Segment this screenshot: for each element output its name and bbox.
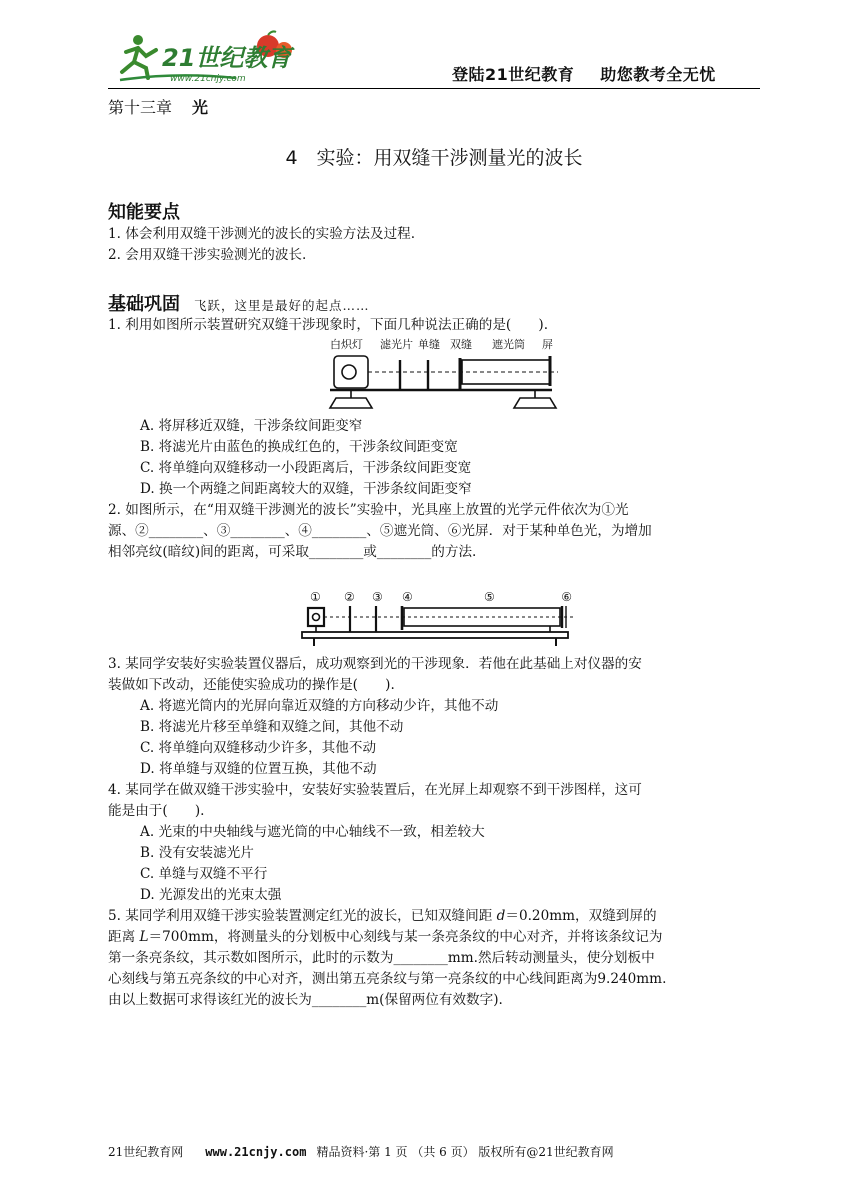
section-heading-text: 基础巩固 bbox=[108, 294, 180, 315]
fig1-label-single-slit: 单缝 bbox=[418, 338, 440, 351]
q3-option-d: D. 将单缝与双缝的位置互换，其他不动 bbox=[140, 761, 377, 777]
q3-option-b: B. 将滤光片移至单缝和双缝之间，其他不动 bbox=[140, 719, 404, 735]
q4-option-a: A. 光束的中央轴线与遮光筒的中心轴线不一致，相差较大 bbox=[140, 824, 485, 840]
q5-text: 5. 某同学利用双缝干涉实验装置测定红光的波长，已知双缝间距 bbox=[108, 908, 497, 924]
q5-var-l: L bbox=[139, 929, 149, 945]
slogan-left: 登陆21世纪教育 bbox=[452, 65, 575, 84]
fig2-label-1: ① bbox=[310, 590, 321, 604]
fig2-label-4: ④ bbox=[402, 590, 413, 604]
lamp-box bbox=[334, 356, 368, 388]
slogan-right: 助您教考全无忧 bbox=[600, 65, 716, 84]
bulb-icon bbox=[342, 365, 356, 379]
q4-option-d: D. 光源发出的光束太强 bbox=[140, 887, 282, 903]
q4-line-1: 4. 某同学在做双缝干涉实验中，安装好实验装置后，在光屏上却观察不到干涉图样，这可 bbox=[108, 782, 642, 798]
q4-option-b: B. 没有安装滤光片 bbox=[140, 845, 254, 861]
q1-stem: 1. 利用如图所示装置研究双缝干涉现象时，下面几种说法正确的是( ). bbox=[108, 317, 549, 333]
q4-line-2: 能是由于( ). bbox=[108, 803, 205, 819]
page-footer bbox=[108, 1143, 614, 1160]
fig1-label-lamp: 白炽灯 bbox=[330, 338, 363, 351]
fig2-label-6: ⑥ bbox=[561, 590, 572, 604]
q5-text: ＝0.20mm，双缝到屏的 bbox=[505, 908, 657, 924]
q5-line-5: 由以上数据可求得该红光的波长为________m(保留两位有效数字). bbox=[108, 992, 503, 1008]
key-point-2: 2. 会用双缝干涉实验测光的波长. bbox=[108, 247, 307, 263]
bench-foot-left bbox=[330, 398, 372, 408]
fig2-label-2: ② bbox=[344, 590, 355, 604]
section-heading-key-points: 知能要点 bbox=[108, 202, 180, 223]
q5-text: 距离 bbox=[108, 929, 140, 945]
footer-site: 21世纪教育网 bbox=[108, 1145, 184, 1159]
q1-option-d: D. 换一个两缝之间距离较大的双缝，干涉条纹间距变窄 bbox=[140, 481, 472, 497]
fig1-label-screen: 屏 bbox=[542, 338, 553, 351]
footer-url: www.21cnjy.com bbox=[205, 1145, 307, 1159]
fig1-label-tube: 遮光筒 bbox=[492, 338, 525, 351]
key-point-1: 1. 体会利用双缝干涉测光的波长的实验方法及过程. bbox=[108, 226, 416, 242]
q1-option-b: B. 将滤光片由蓝色的换成红色的，干涉条纹间距变宽 bbox=[140, 439, 458, 455]
fig1-label-double-slit: 双缝 bbox=[450, 338, 472, 351]
bench-foot-right bbox=[514, 398, 556, 408]
logo bbox=[116, 28, 306, 88]
q3-option-a: A. 将遮光筒内的光屏向靠近双缝的方向移动少许，其他不动 bbox=[140, 698, 499, 714]
fig2-label-5: ⑤ bbox=[484, 590, 495, 604]
fig1-label-filter: 滤光片 bbox=[380, 338, 413, 351]
q3-option-c: C. 将单缝向双缝移动少许多，其他不动 bbox=[140, 740, 377, 756]
q2-line-2: 源、②________、③________、④________、⑤遮光筒、⑥光屏．对于某种单色光，为增加 bbox=[108, 523, 652, 539]
footer-info: 精品资料·第 1 页 （共 6 页） 版权所有@21世纪教育网 bbox=[316, 1145, 614, 1159]
light-source bbox=[308, 608, 324, 626]
logo-url: www.21cnjy.com bbox=[170, 74, 246, 84]
q1-apparatus-figure bbox=[322, 336, 572, 414]
q3-line-2: 装做如下改动，还能使实验成功的操作是( ). bbox=[108, 677, 395, 693]
q5-line-3: 第一条亮条纹，其示数如图所示，此时的示数为________mm.然后转动测量头，使分划板中 bbox=[108, 950, 655, 966]
section-note: 飞跃，这里是最好的起点…… bbox=[194, 298, 370, 313]
header-slogan bbox=[452, 62, 716, 85]
q3-line-1: 3. 某同学安装好实验装置仪器后，成功观察到光的干涉现象．若他在此基础上对仪器的安 bbox=[108, 656, 642, 672]
q2-line-1: 2. 如图所示，在“用双缝干涉测光的波长”实验中，光具座上放置的光学元件依次为①光 bbox=[108, 502, 629, 518]
q5-line-4: 心刻线与第五亮条纹的中心对齐，测出第五亮条纹与第一亮条纹的中心线间距离为9.240mm. bbox=[108, 971, 667, 987]
page-title: 4 实验：用双缝干涉测量光的波长 bbox=[285, 147, 583, 169]
q1-option-a: A. 将屏移近双缝，干涉条纹间距变窄 bbox=[140, 418, 363, 434]
chapter-name: 光 bbox=[192, 98, 209, 117]
q2-line-3: 相邻亮纹(暗纹)间的距离，可采取________或________的方法. bbox=[108, 544, 477, 560]
q5-var-d: d bbox=[496, 908, 506, 924]
q5-line-2 bbox=[108, 927, 760, 948]
q2-apparatus-figure bbox=[300, 588, 578, 648]
fig2-label-3: ③ bbox=[372, 590, 383, 604]
q5-text: ＝700mm，将测量头的分划板中心刻线与某一条亮条纹的中心对齐，并将该条纹记为 bbox=[148, 929, 663, 945]
q5-line-1 bbox=[108, 906, 760, 927]
logo-text: 21世纪教育 bbox=[162, 44, 292, 72]
section-heading-basics bbox=[108, 290, 370, 316]
fig2-bench bbox=[302, 632, 568, 638]
header-divider bbox=[108, 88, 760, 89]
q4-option-c: C. 单缝与双缝不平行 bbox=[140, 866, 268, 882]
chapter-heading bbox=[108, 95, 208, 118]
chapter-label: 第十三章 bbox=[108, 98, 173, 117]
q1-option-c: C. 将单缝向双缝移动一小段距离后，干涉条纹间距变宽 bbox=[140, 460, 472, 476]
